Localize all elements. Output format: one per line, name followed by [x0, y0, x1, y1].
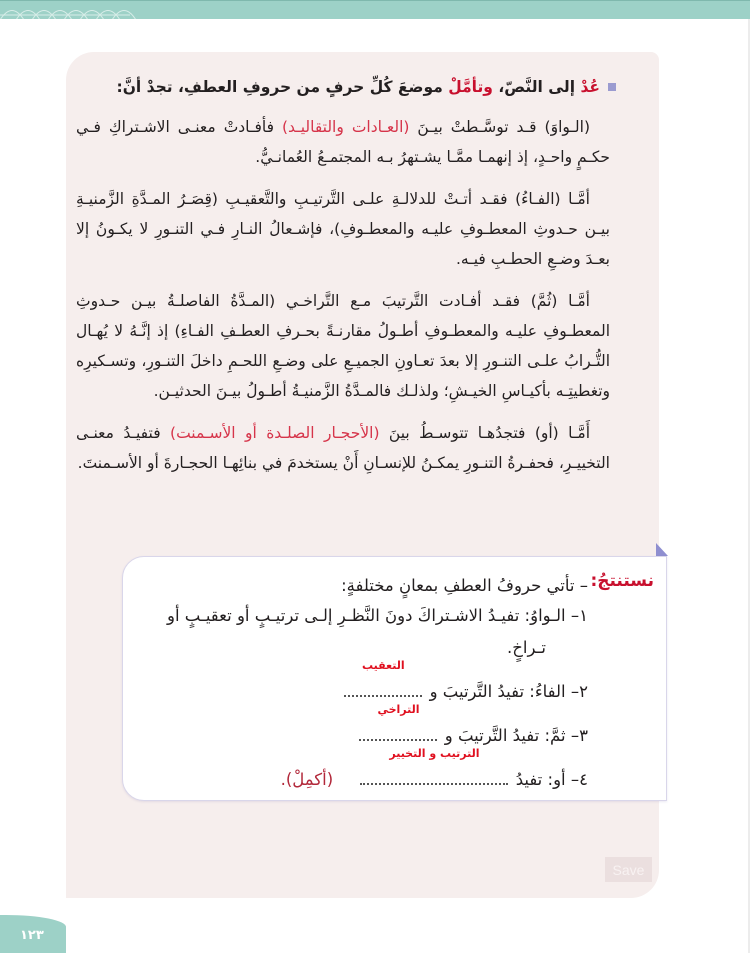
- save-button[interactable]: Save: [605, 857, 652, 882]
- paragraph-waw: (الـواوَ) قـد توسَّـطتْ بيـنَ (العـادات والتقاليـد) فأفـادتْ معنـى الاشـتراكِ فـي حكـمٍ واحـدٍ، إذ إنهمـا ممَّـا يشـتهرُ بـه المجتمـعُ العُمانـيُّ.: [76, 118, 610, 166]
- filled-answer: التعقيب: [361, 659, 405, 672]
- heading-text: إلى النَّصّ،: [492, 78, 581, 96]
- conclusion-label: نستنتجُ:: [590, 571, 654, 591]
- complete-instruction: (أكمِلْ).: [280, 770, 334, 789]
- conclusion-item-3: ٣– ثمَّ: تفيدُ التَّرتيبَ و التراخي: [128, 721, 588, 751]
- conclusion-item-1-continued: تـراخٍ.: [506, 638, 546, 657]
- answer-blank[interactable]: [360, 747, 508, 785]
- highlight-phrase: (العـادات والتقاليـد): [281, 118, 410, 136]
- conclusion-item-1: ١– الـواوُ: تفيـدُ الاشـتراكَ دونَ النَّظـرِ إلـى ترتيـبٍ أو تعقيـبٍ أو: [166, 606, 588, 625]
- paragraph-aw: أَمَّـا (أو) فتجدُهـا تتوسـطُ بينَ (الأحجـار الصلـدة أو الأسـمنت) فتفيـدُ معنـى التخييـرِ، فحفـرةُ التنـورِ يمكـنُ للإنسـانِ أَنْ يستخدمَ في بنائِهـا الحجـارةَ أو الأسـمنتَ.: [76, 424, 610, 472]
- corner-triangle-icon: [656, 543, 668, 556]
- conclusion-intro: – تأتي حروفُ العطفِ بمعانٍ مختلفةٍ:: [341, 576, 588, 595]
- paragraph-thumma: أمَّـا (ثُمَّ) فقـد أفـادت التَّرتيبَ مـع التَّراخـي (المـدَّةُ الفاصلـةُ بيـن حـدوثِ المعطـوفِ عليـه والمعطـوفِ أطـولُ مقارنـةً بحـرفِ العطـفِ الفـاءِ) إذ إنَّـهُ لا يُهـال التُّـرابُ علـى التنـورِ إلا بعدَ تعـاونِ الجميـعِ على وضـعِ اللحـمِ داخلَ التنـورِ، وتسـكيرِه وتغطيتِـه بأكيـاسِ الخيـشِ؛ ولذلـك فالمـدَّةُ الزَّمنيـةُ أطـولُ بيـنَ الحدثيـن.: [76, 292, 610, 400]
- heading-keyword-reflect: وتأمَّلْ: [448, 78, 493, 96]
- conclusion-box: [122, 556, 667, 801]
- top-decorative-banner: [0, 0, 750, 19]
- highlight-phrase: (الأحجـار الصلـدة أو الأسـمنت): [170, 424, 380, 442]
- instruction-heading: [68, 72, 678, 102]
- square-bullet-icon: [608, 83, 616, 91]
- arch-pattern-icon: [0, 1, 200, 19]
- paragraph-fa: أمَّـا (الفـاءُ) فقـد أتـتْ للدلالـةِ علـى التَّرتيـبِ والتَّعقيـبِ (قِصَـرُ المـدَّةِ الزَّمنيـةِ بيـن حـدوثِ المعطـوفِ عليـه والمعطـوفِ)، فإشـعالُ النـارِ فـي التنـورِ لا يكـونُ إلا بعـدَ وضـعِ الحطـبِ فيـه.: [76, 190, 610, 268]
- conclusion-body: [128, 571, 588, 795]
- filled-answer: التراخي: [377, 703, 420, 716]
- lesson-text: [68, 66, 678, 490]
- filled-answer: الترتيب و التخيير: [389, 747, 480, 760]
- page-number: ١٢٣: [20, 928, 44, 943]
- heading-keyword-return: عُدْ: [580, 78, 600, 96]
- conclusion-item-2: ٢– الفاءُ: تفيدُ التَّرتيبَ و التعقيب: [128, 677, 588, 707]
- conclusion-item-4: ٤– أو: تفيدُ الترتيب و التخيير (أكمِلْ).: [128, 765, 588, 795]
- heading-text: موضعَ كُلِّ حرفٍ من حروفِ العطفِ، تجدْ أنَّ:: [116, 78, 449, 96]
